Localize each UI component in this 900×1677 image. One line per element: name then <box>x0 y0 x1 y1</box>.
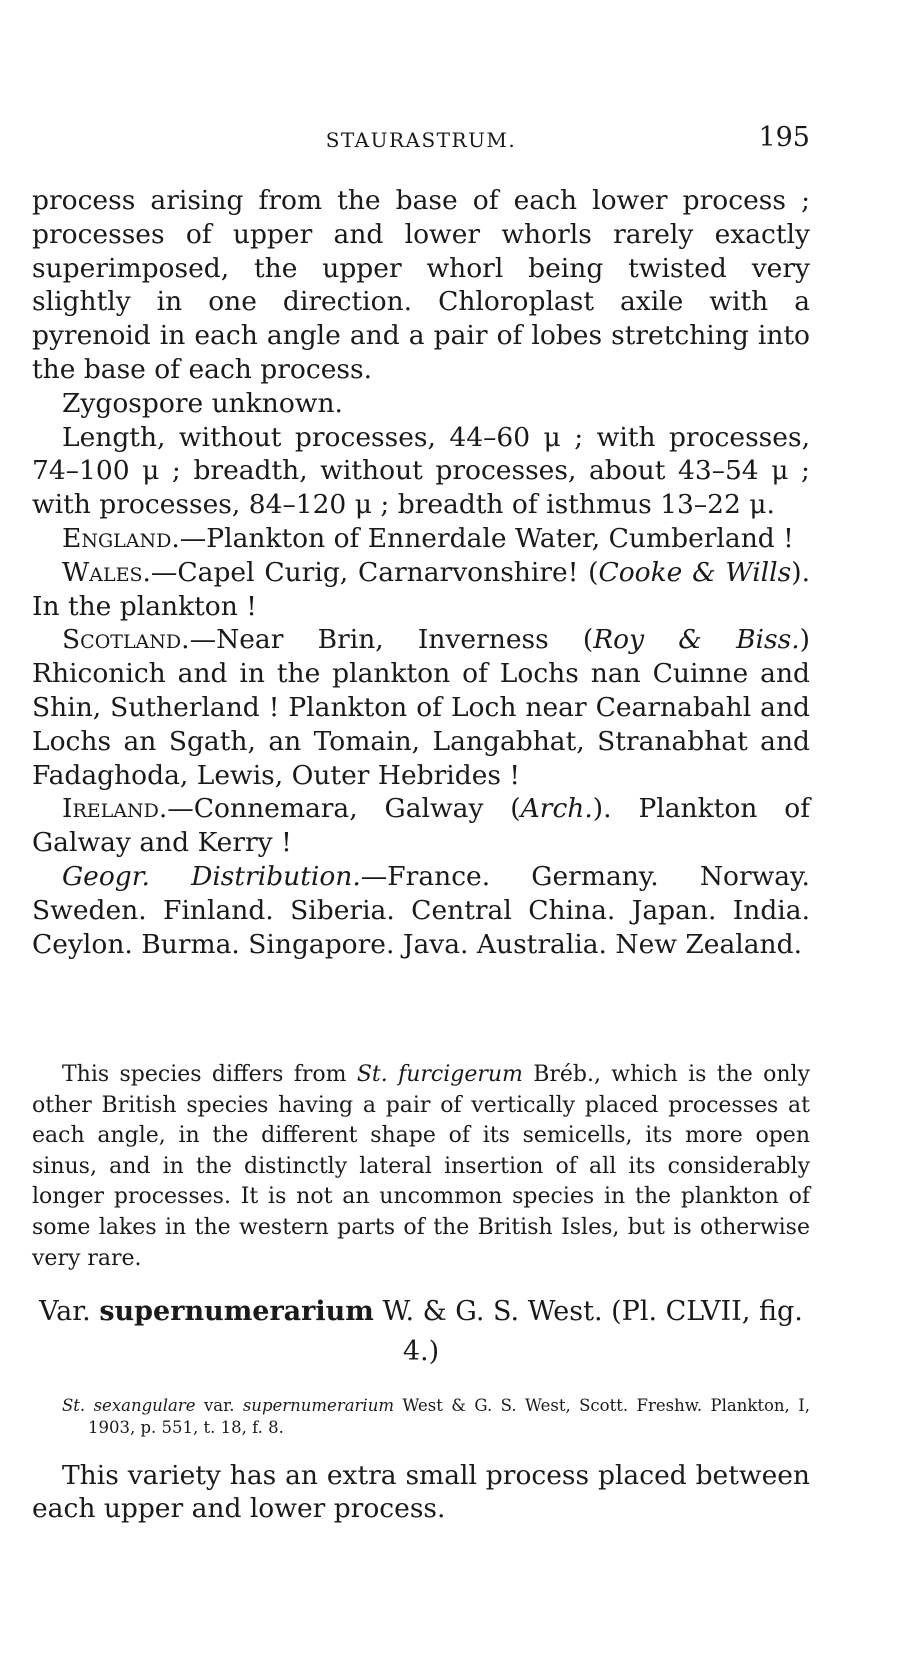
region-label-ireland: Ireland. <box>62 793 168 825</box>
england-text: —Plankton of Ennerdale Water, Cumberland ! <box>179 522 794 554</box>
dimensions-paragraph: Length, without processes, 44–60 μ ; with processes, 74–100 μ ; breadth, without processes, about 43–54 μ ; with processes, 84–120 μ ; breadth of isthmus 13–22 μ. <box>32 421 810 521</box>
distribution-scotland <box>32 623 810 792</box>
ireland-authority: Arch. <box>520 793 593 825</box>
variety-name: supernumerarium <box>99 1296 374 1327</box>
synonym-species: St. sexangulare <box>62 1395 196 1415</box>
region-label-england: England. <box>62 522 180 554</box>
distribution-wales <box>32 556 810 624</box>
geographic-label: Geogr. Distribution. <box>62 860 361 892</box>
variety-heading <box>32 1292 810 1372</box>
species-description <box>32 184 810 961</box>
synonym-var: var. <box>195 1395 243 1415</box>
page-number: 195 <box>758 122 810 153</box>
note-species: St. furcigerum <box>356 1062 523 1087</box>
scotland-text-after: ) Rhiconich and in the plankton of Lochs nan Cuinne and Shin, Sutherland ! Plankton of Loch near Cearnabahl and Lochs an Sgath, an Tomain, Langabhat, Stranabhat and Fadaghoda, Lewis, Outer Hebrides ! <box>32 624 811 791</box>
wales-authority: Cooke & Wills <box>598 556 792 588</box>
geographic-text: —France. Germany. Norway. Sweden. Finland. Siberia. Central China. Japan. India. Ceylon. Burma. Singapore. Java. Australia. New Zealand. <box>32 860 810 960</box>
zygospore-note: Zygospore unknown. <box>62 387 343 419</box>
scotland-authority: Roy & Biss. <box>593 624 800 656</box>
wales-text-before: —Capel Curig, Carnarvonshire! ( <box>150 556 599 588</box>
note-text-before: This species differs from <box>62 1062 357 1087</box>
wales-text-after: ). In the plankton ! <box>32 556 810 622</box>
variety-prefix: Var. <box>39 1296 100 1327</box>
synonym-variety: supernumerarium <box>242 1395 394 1415</box>
distribution-ireland <box>32 792 810 860</box>
region-label-scotland: Scotland. <box>62 624 190 656</box>
region-label-wales: Wales. <box>62 556 151 588</box>
distribution-england <box>32 522 810 556</box>
synonym-reference: West & G. S. West, Scott. Freshw. Plankton, I, 1903, p. 551, t. 18, f. 8. <box>88 1395 810 1437</box>
variety-description: This variety has an extra small process placed between each upper and lower process. <box>32 1459 810 1525</box>
page-header <box>32 122 810 162</box>
note-text-after: Bréb., which is the only other British species having a pair of vertically placed processes at each angle, in the different shape of its semicells, its more open sinus, and in the distinctly lateral insertion of all its considerably longer processes. It is not an uncommon species in the plankton of some lakes in the western parts of the British Isles, but is otherwise very rare. <box>32 1062 811 1271</box>
variety-synonym <box>62 1395 810 1439</box>
description-continuation: process arising from the base of each lower process ; processes of upper and lower whorls rarely exactly superimposed, the upper whorl being twisted very slightly in one direction. Chloroplast axile with a pyrenoid in each angle and a pair of lobes stretching into the base of each process. <box>32 185 810 385</box>
ireland-text-after: ). Plankton of Galway and Kerry ! <box>32 793 810 859</box>
geographic-distribution <box>32 860 810 961</box>
running-title: STAURASTRUM. <box>325 128 517 152</box>
comparison-note <box>32 1060 810 1274</box>
scotland-text-before: —Near Brin, Inverness ( <box>189 624 594 656</box>
variety-authority: W. & G. S. West. (Pl. CLVII, fig. 4.) <box>373 1296 803 1367</box>
ireland-text-before: —Connemara, Galway ( <box>167 793 521 825</box>
